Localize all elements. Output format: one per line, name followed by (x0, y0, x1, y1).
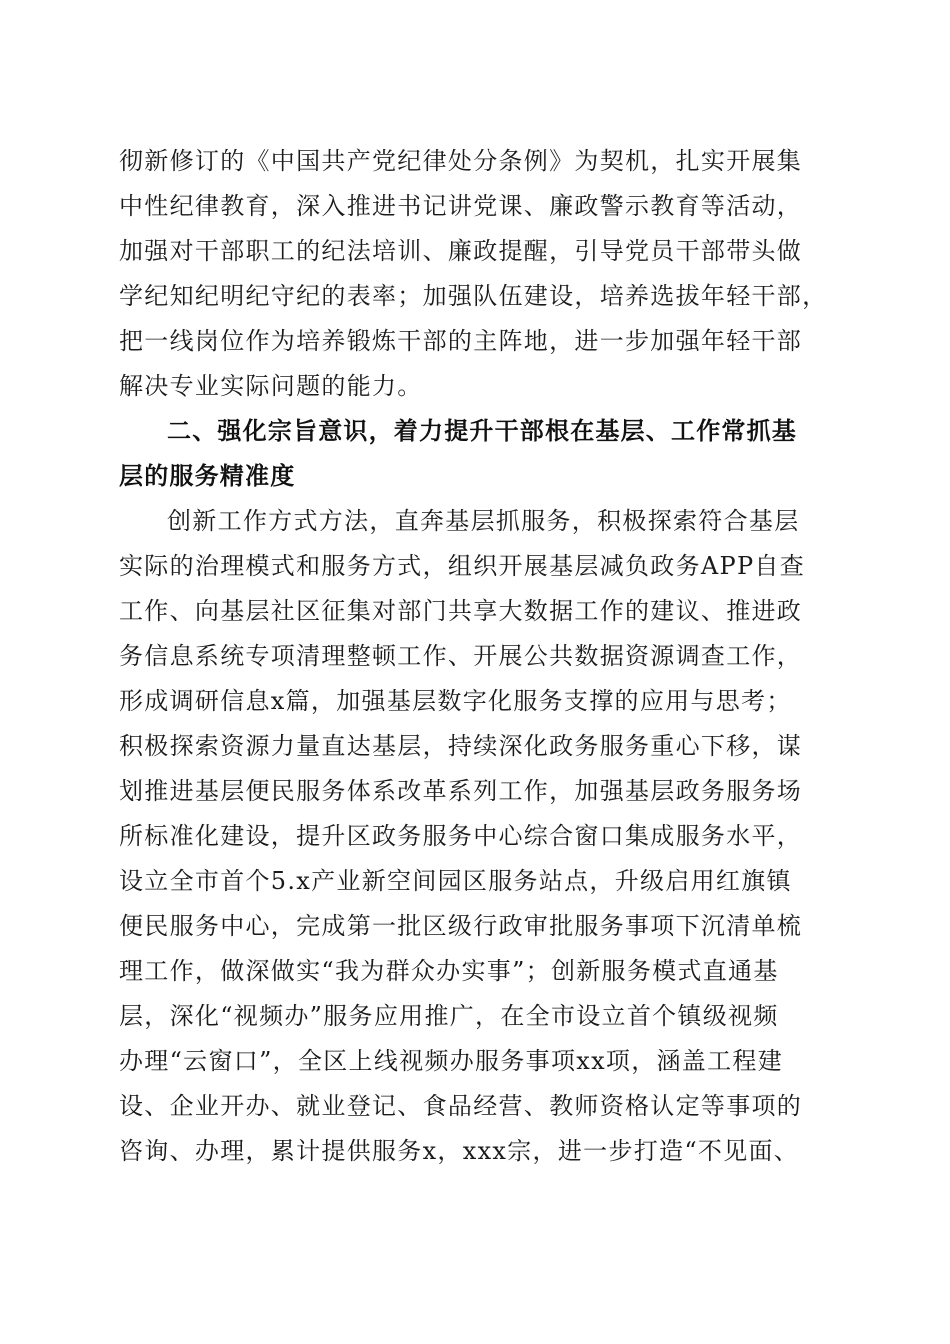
paragraph-2-line: 形成调研信息x篇，加强基层数字化服务支撑的应用与思考； (119, 687, 792, 715)
paragraph-1-line: 解决专业实际问题的能力。 (119, 372, 423, 400)
section-heading-line: 二、强化宗旨意识，着力提升干部根在基层、工作常抓基 (167, 417, 797, 445)
paragraph-2-line: 积极探索资源力量直达基层，持续深化政务服务重心下移，谋 (119, 732, 803, 760)
paragraph-1-line: 把一线岗位作为培养锻炼干部的主阵地，进一步加强年轻干部 (119, 327, 803, 355)
paragraph-2-line: 理工作，做深做实“我为群众办实事”；创新服务模式直通基 (119, 957, 779, 985)
paragraph-2-line: 咨询、办理，累计提供服务x，xxx宗，进一步打造“不见面、 (119, 1137, 800, 1165)
paragraph-2-line: 所标准化建设，提升区政务服务中心综合窗口集成服务水平， (119, 822, 803, 850)
paragraph-1-line: 加强对干部职工的纪法培训、廉政提醒，引导党员干部带头做 (119, 237, 803, 265)
paragraph-2-line: 层，深化“视频办”服务应用推广，在全市设立首个镇级视频 (119, 1002, 779, 1030)
paragraph-1-line: 学纪知纪明纪守纪的表率；加强队伍建设，培养选拔年轻干部， (119, 282, 828, 310)
paragraph-2-line: 设立全市首个5.x产业新空间园区服务站点，升级启用红旗镇 (119, 867, 792, 895)
paragraph-2-line: 创新工作方式方法，直奔基层抓服务，积极探索符合基层 (167, 507, 800, 535)
paragraph-1-line: 彻新修订的《中国共产党纪律处分条例》为契机，扎实开展集 (119, 147, 803, 175)
paragraph-2-line: 务信息系统专项清理整顿工作、开展公共数据资源调查工作， (119, 642, 803, 670)
paragraph-2-line: 办理“云窗口”，全区上线视频办服务事项xx项，涵盖工程建 (119, 1047, 784, 1075)
paragraph-2-line: 便民服务中心，完成第一批区级行政审批服务事项下沉清单梳 (119, 912, 803, 940)
paragraph-1-line: 中性纪律教育，深入推进书记讲党课、廉政警示教育等活动， (119, 192, 803, 220)
paragraph-2-line: 划推进基层便民服务体系改革系列工作，加强基层政务服务场 (119, 777, 803, 805)
paragraph-2-line: 设、企业开办、就业登记、食品经营、教师资格认定等事项的 (119, 1092, 803, 1120)
paragraph-2-line: 工作、向基层社区征集对部门共享大数据工作的建议、推进政 (119, 597, 803, 625)
paragraph-2-line: 实际的治理模式和服务方式，组织开展基层减负政务APP自查 (119, 552, 806, 580)
section-heading-line: 层的服务精准度 (119, 462, 296, 490)
